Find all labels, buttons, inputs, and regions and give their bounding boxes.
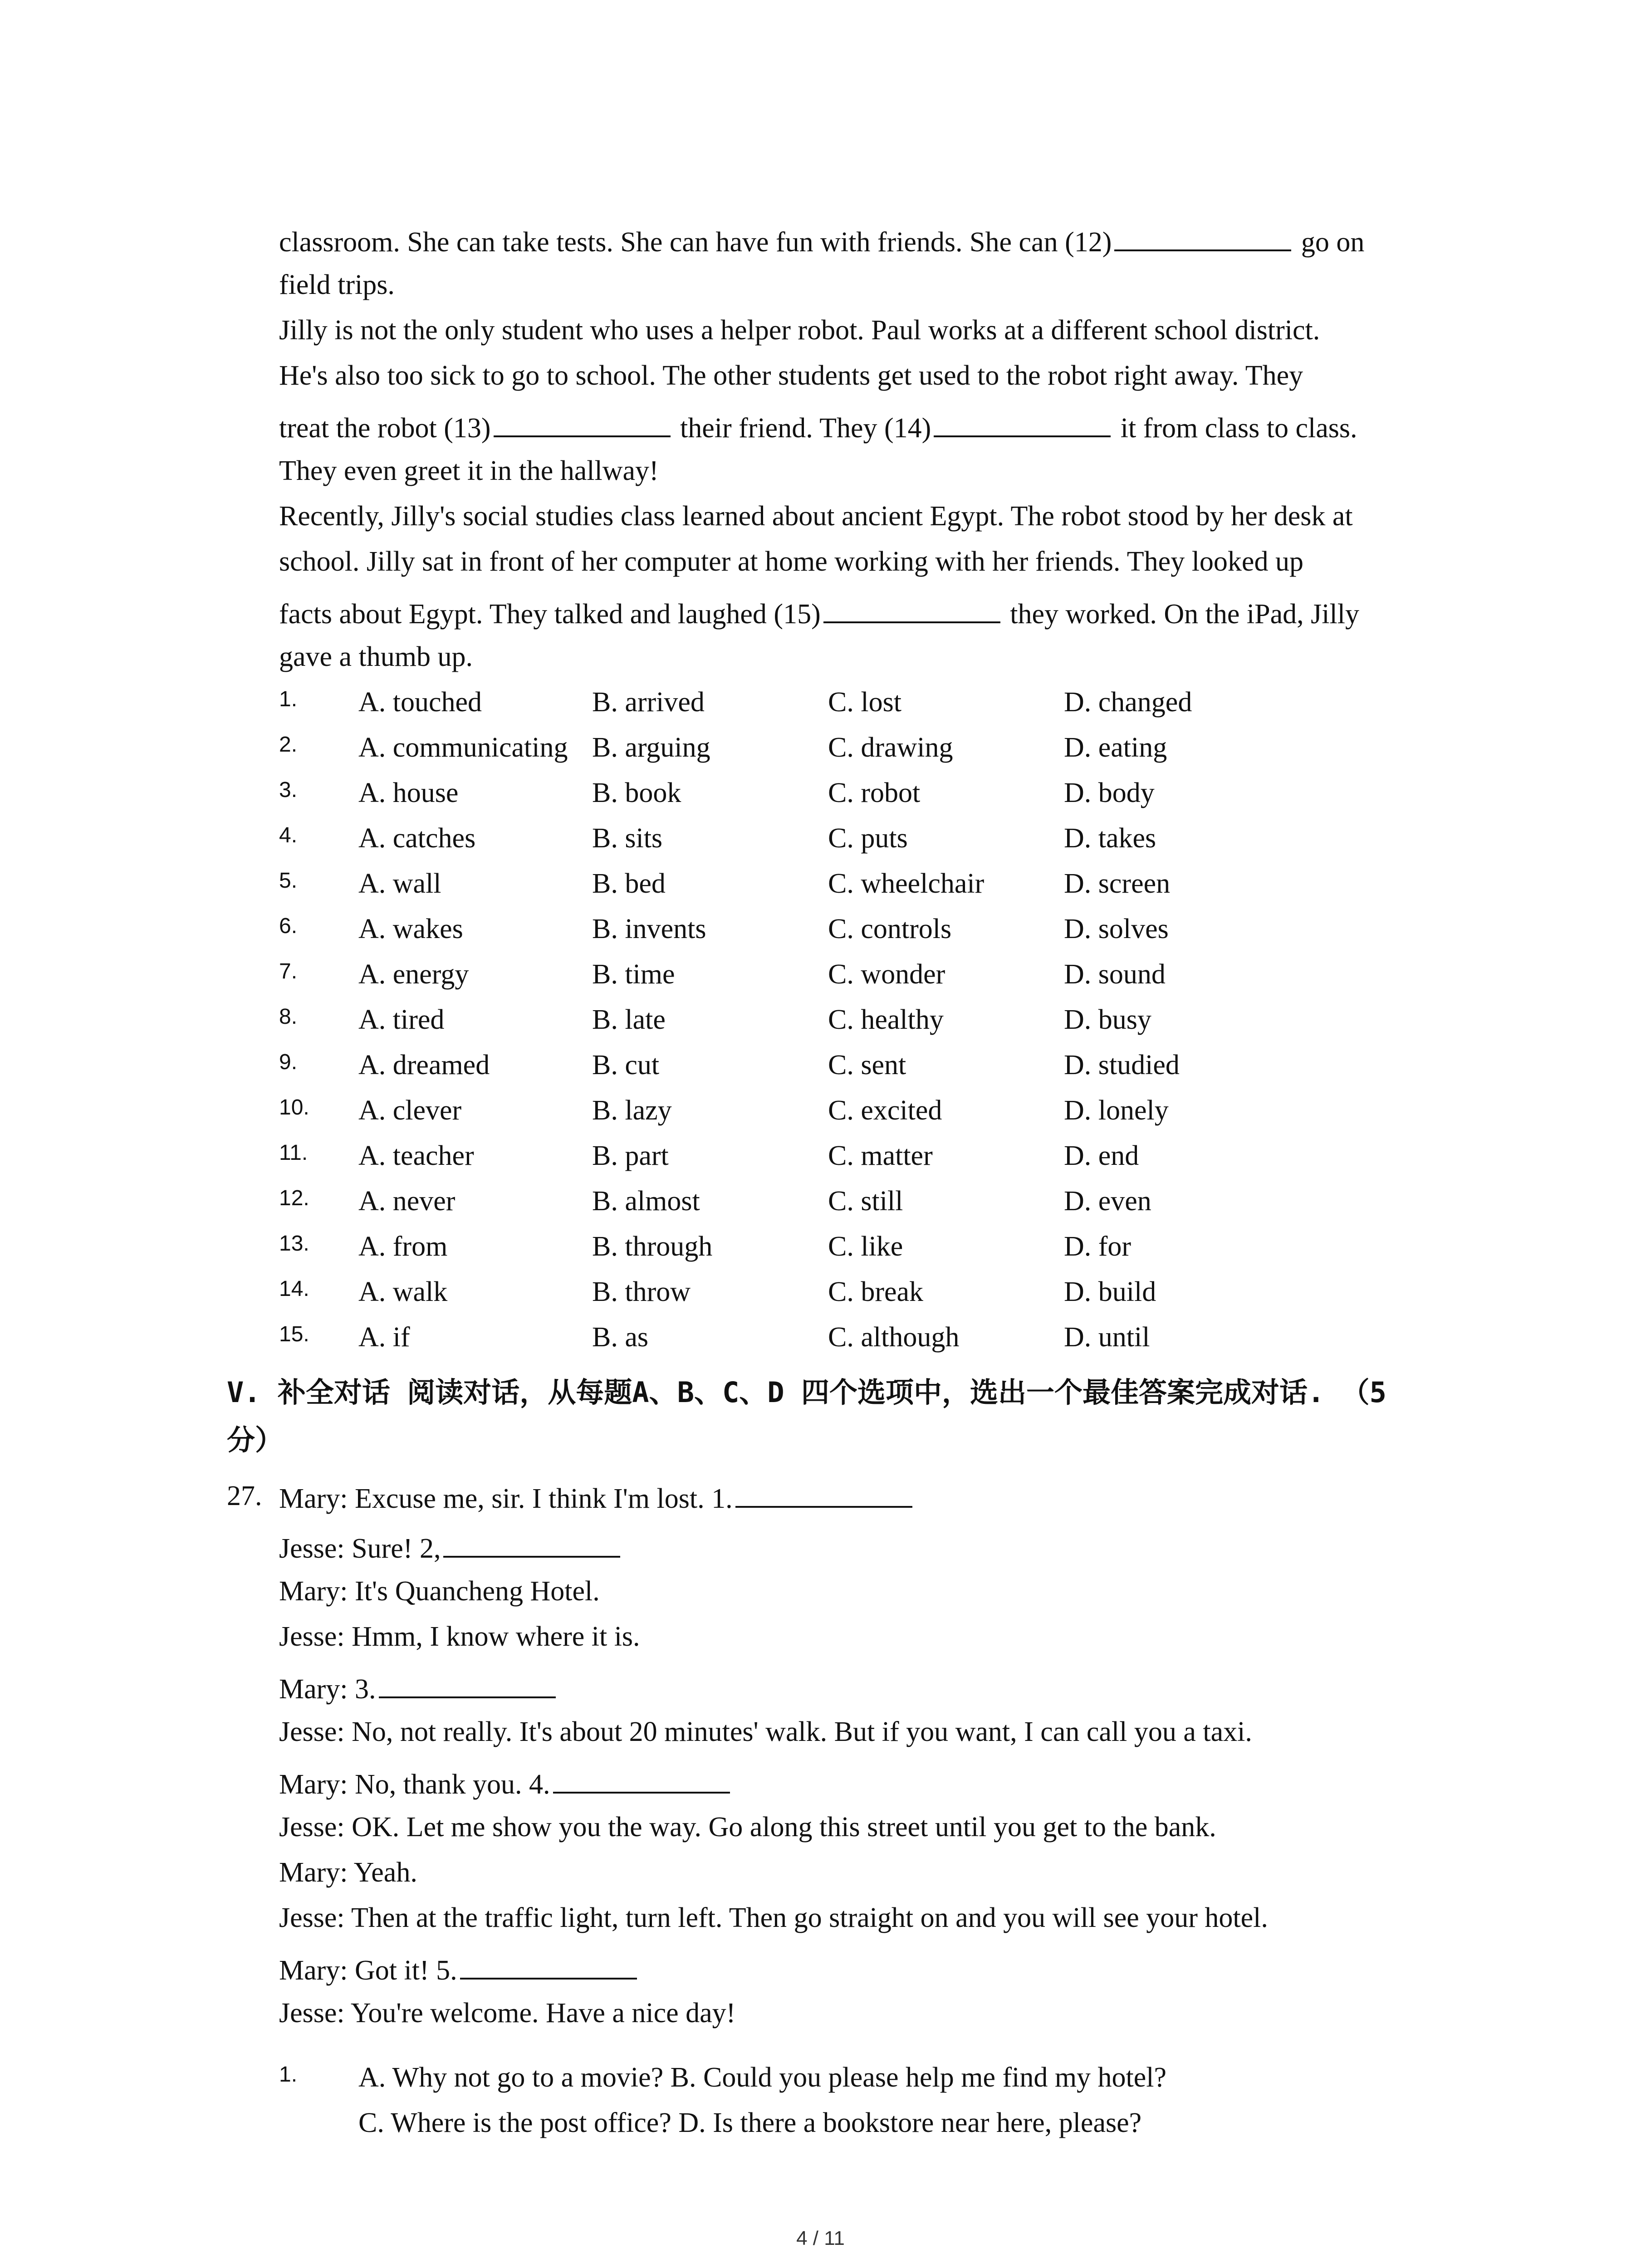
option-d[interactable]: D. until — [1064, 1322, 1150, 1353]
option-number: 15. — [279, 1322, 309, 1346]
passage-text: go on — [1294, 227, 1365, 258]
passage-text: field trips. — [279, 269, 395, 300]
dialogue-option-row — [279, 2059, 1504, 2096]
option-d[interactable]: D. sound — [1064, 959, 1166, 990]
option-b[interactable]: B. bed — [592, 868, 666, 899]
option-d[interactable]: D. solves — [1064, 914, 1169, 944]
option-number: 9. — [279, 1050, 298, 1074]
option-row — [279, 1274, 1504, 1310]
option-a[interactable]: A. dreamed — [358, 1050, 490, 1080]
option-b[interactable]: B. part — [592, 1140, 669, 1171]
passage-line — [279, 543, 1303, 580]
option-number: 8. — [279, 1005, 298, 1029]
dialogue-text: Jesse: Hmm, I know where it is. — [279, 1621, 640, 1652]
option-b[interactable]: B. throw — [592, 1276, 691, 1307]
answer-blank-13[interactable] — [494, 407, 671, 437]
answer-blank-14[interactable] — [934, 407, 1111, 437]
answer-blank-12[interactable] — [1114, 221, 1291, 251]
dialogue-line — [279, 1714, 1252, 1750]
option-a[interactable]: A. wall — [358, 868, 441, 899]
option-b[interactable]: B. cut — [592, 1050, 660, 1080]
option-row — [279, 820, 1504, 856]
passage-line — [279, 267, 395, 303]
option-d[interactable]: D. build — [1064, 1276, 1156, 1307]
option-a[interactable]: A. communicating — [358, 732, 568, 763]
passage-line — [279, 639, 473, 675]
option-d[interactable]: D. even — [1064, 1186, 1151, 1217]
option-c[interactable]: C. wonder — [828, 959, 945, 990]
option-b[interactable]: B. sits — [592, 823, 663, 854]
option-a[interactable]: A. teacher — [358, 1140, 474, 1171]
option-c[interactable]: C. wheelchair — [828, 868, 985, 899]
passage-text: school. Jilly sat in front of her computer at home working with her friends. They looked up — [279, 546, 1303, 577]
option-c[interactable]: C. drawing — [828, 732, 953, 763]
dialogue-line — [279, 1618, 640, 1655]
option-number: 13. — [279, 1232, 309, 1256]
option-row — [279, 775, 1504, 811]
option-d[interactable]: D. lonely — [1064, 1095, 1169, 1126]
dialogue-text: Mary: Got it! 5. — [279, 1955, 457, 1986]
passage-text: gave a thumb up. — [279, 641, 473, 672]
option-number: 6. — [279, 914, 298, 938]
option-c[interactable]: C. robot — [828, 777, 921, 808]
dialogue-line — [279, 1995, 735, 2031]
answer-blank-15[interactable] — [823, 593, 1000, 623]
option-row — [279, 956, 1504, 992]
passage-text: they worked. On the iPad, Jilly — [1003, 599, 1359, 630]
option-number: 5. — [279, 869, 298, 893]
option-number: 12. — [279, 1186, 309, 1210]
passage-text: Recently, Jilly's social studies class learned about ancient Egypt. The robot stood by her desk at — [279, 501, 1353, 532]
dialogue-option-row — [279, 2105, 1504, 2141]
page-number: 4 / 11 — [796, 2227, 845, 2249]
dialogue-answer-blank[interactable] — [379, 1668, 556, 1698]
dialogue-options-line: C. Where is the post office? D. Is there a bookstore near here, please? — [358, 2107, 1142, 2138]
passage-line — [279, 498, 1353, 534]
option-c[interactable]: C. lost — [828, 687, 901, 718]
dialogue-line — [279, 1854, 417, 1891]
dialogue-text: Mary: No, thank you. 4. — [279, 1769, 550, 1800]
passage-line — [279, 312, 1320, 348]
option-d[interactable]: D. studied — [1064, 1050, 1180, 1080]
passage-line — [279, 593, 1359, 632]
option-row — [279, 1319, 1504, 1355]
section-heading: V. 补全对话 阅读对话，从每题A、B、C、D 四个选项中，选出一个最佳答案完成对话. （5 — [227, 1376, 1386, 1409]
option-c[interactable]: C. like — [828, 1231, 903, 1262]
option-number: 2. — [279, 733, 298, 757]
option-c[interactable]: C. break — [828, 1276, 924, 1307]
dialogue-answer-blank[interactable] — [553, 1764, 730, 1794]
option-row — [279, 1092, 1504, 1129]
option-a[interactable]: A. walk — [358, 1276, 448, 1307]
option-a[interactable]: A. energy — [358, 959, 469, 990]
option-b[interactable]: B. arrived — [592, 687, 705, 718]
dialogue-text: Jesse: You're welcome. Have a nice day! — [279, 1998, 736, 2028]
dialogue-text: Jesse: OK. Let me show you the way. Go along this street until you get to the bank. — [279, 1812, 1216, 1843]
option-row — [279, 1047, 1504, 1083]
option-d[interactable]: D. takes — [1064, 823, 1156, 854]
option-c[interactable]: C. although — [828, 1322, 960, 1353]
dialogue-options-line: A. Why not go to a movie? B. Could you please help me find my hotel? — [358, 2062, 1167, 2093]
option-d[interactable]: D. eating — [1064, 732, 1167, 763]
dialogue-text: Mary: Yeah. — [279, 1857, 417, 1888]
option-row — [279, 1138, 1504, 1174]
option-b[interactable]: B. book — [592, 777, 681, 808]
passage-text: He's also too sick to go to school. The other students get used to the robot right away. They — [279, 360, 1303, 391]
option-number: 1. — [279, 2063, 298, 2087]
option-row — [279, 729, 1504, 766]
passage-line — [279, 407, 1357, 446]
option-c[interactable]: C. excited — [828, 1095, 942, 1126]
option-row — [279, 865, 1504, 902]
option-c[interactable]: C. sent — [828, 1050, 906, 1080]
option-row — [279, 684, 1504, 720]
option-a[interactable]: A. touched — [358, 687, 482, 718]
option-b[interactable]: B. invents — [592, 914, 706, 944]
option-b[interactable]: B. as — [592, 1322, 648, 1353]
dialogue-text: Mary: 3. — [279, 1674, 376, 1705]
option-number: 7. — [279, 959, 298, 983]
option-number: 14. — [279, 1277, 309, 1301]
option-c[interactable]: C. matter — [828, 1140, 933, 1171]
option-a[interactable]: A. from — [358, 1231, 448, 1262]
option-row — [279, 911, 1504, 947]
dialogue-text: Jesse: Sure! 2, — [279, 1533, 441, 1564]
option-d[interactable]: D. body — [1064, 777, 1155, 808]
passage-text: facts about Egypt. They talked and laughed (15) — [279, 599, 821, 630]
question-number: 27. — [227, 1481, 262, 1511]
dialogue-answer-blank[interactable] — [735, 1478, 912, 1508]
option-a[interactable]: A. tired — [358, 1004, 445, 1035]
option-b[interactable]: B. arguing — [592, 732, 710, 763]
dialogue-answer-blank[interactable] — [460, 1950, 637, 1980]
passage-text: They even greet it in the hallway! — [279, 455, 659, 486]
dialogue-line — [279, 1573, 600, 1609]
dialogue-line — [279, 1809, 1216, 1845]
option-c[interactable]: C. controls — [828, 914, 952, 944]
passage-line — [279, 453, 659, 489]
dialogue-line — [279, 1900, 1268, 1936]
option-row — [279, 1183, 1504, 1219]
option-a[interactable]: A. house — [358, 777, 459, 808]
option-a[interactable]: A. clever — [358, 1095, 462, 1126]
option-c[interactable]: C. still — [828, 1186, 903, 1217]
passage-line — [279, 221, 1364, 260]
option-number: 3. — [279, 778, 298, 802]
passage-text: classroom. She can take tests. She can have fun with friends. She can (12) — [279, 227, 1112, 258]
option-number: 11. — [279, 1141, 308, 1165]
dialogue-line — [279, 1528, 623, 1567]
dialogue-text: Mary: It's Quancheng Hotel. — [279, 1576, 600, 1607]
passage-text: their friend. They (14) — [673, 413, 931, 444]
option-c[interactable]: C. puts — [828, 823, 908, 854]
dialogue-text: Jesse: No, not really. It's about 20 minutes' walk. But if you want, I can call you a taxi. — [279, 1716, 1252, 1747]
option-number: 4. — [279, 823, 298, 847]
option-a[interactable]: A. never — [358, 1186, 456, 1217]
option-d[interactable]: D. changed — [1064, 687, 1192, 718]
dialogue-line — [279, 1478, 915, 1517]
dialogue-line — [279, 1668, 558, 1707]
option-row — [279, 1002, 1504, 1038]
option-a[interactable]: A. if — [358, 1322, 410, 1353]
dialogue-text: Mary: Excuse me, sir. I think I'm lost. 1. — [279, 1483, 733, 1514]
passage-text: it from class to class. — [1113, 413, 1357, 444]
dialogue-line — [279, 1950, 640, 1989]
option-a[interactable]: A. wakes — [358, 914, 463, 944]
option-a[interactable]: A. catches — [358, 823, 476, 854]
option-b[interactable]: B. through — [592, 1231, 713, 1262]
passage-text: Jilly is not the only student who uses a helper robot. Paul works at a different school district. — [279, 315, 1320, 346]
option-b[interactable]: B. time — [592, 959, 675, 990]
option-number: 10. — [279, 1095, 309, 1119]
option-row — [279, 1228, 1504, 1265]
option-d[interactable]: D. busy — [1064, 1004, 1151, 1035]
option-d[interactable]: D. end — [1064, 1140, 1139, 1171]
dialogue-answer-blank[interactable] — [443, 1528, 620, 1558]
option-d[interactable]: D. for — [1064, 1231, 1132, 1262]
dialogue-text: Jesse: Then at the traffic light, turn left. Then go straight on and you will see your hotel. — [279, 1902, 1268, 1933]
passage-line — [279, 357, 1303, 394]
option-b[interactable]: B. lazy — [592, 1095, 672, 1126]
dialogue-line — [279, 1764, 733, 1803]
option-b[interactable]: B. almost — [592, 1186, 700, 1217]
passage-text: treat the robot (13) — [279, 413, 491, 444]
section-heading-cont: 分） — [227, 1423, 284, 1457]
option-number: 1. — [279, 687, 298, 711]
option-c[interactable]: C. healthy — [828, 1004, 944, 1035]
option-b[interactable]: B. late — [592, 1004, 666, 1035]
option-d[interactable]: D. screen — [1064, 868, 1171, 899]
